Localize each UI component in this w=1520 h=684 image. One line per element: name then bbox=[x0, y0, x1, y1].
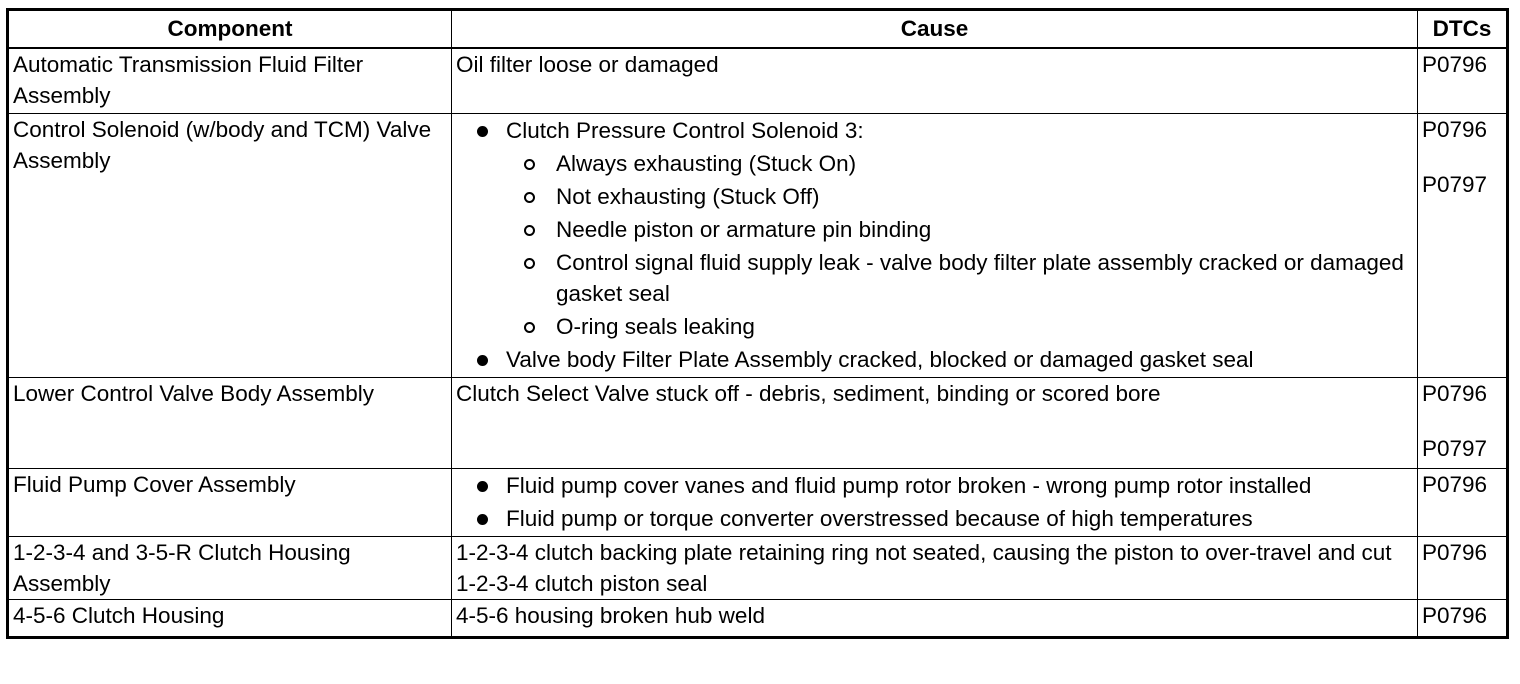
dtc-code: P0796 bbox=[1422, 540, 1488, 565]
table-row bbox=[8, 114, 1508, 378]
dtc-cell bbox=[1418, 378, 1508, 469]
header-dtcs: DTCs bbox=[1418, 10, 1508, 49]
sub-bullet-item: O-ring seals leaking bbox=[524, 311, 1413, 342]
sub-bullet-item: Always exhausting (Stuck On) bbox=[524, 148, 1413, 179]
sub-bullet-item: Control signal fluid supply leak - valve body filter plate assembly cracked or damaged gasket seal bbox=[524, 247, 1413, 309]
sub-bullet-list bbox=[506, 148, 1413, 342]
bullet-item: Fluid pump or torque converter overstressed because of high temperatures bbox=[474, 503, 1413, 534]
bullet-item: Fluid pump cover vanes and fluid pump rotor broken - wrong pump rotor installed bbox=[474, 470, 1413, 501]
dtc-code: P0796 bbox=[1422, 117, 1488, 142]
dtc-code: P0797 bbox=[1422, 172, 1488, 197]
bullet-item: Valve body Filter Plate Assembly cracked, blocked or damaged gasket seal bbox=[474, 344, 1413, 375]
header-cause: Cause bbox=[452, 10, 1418, 49]
table-row bbox=[8, 600, 1508, 638]
dtc-cell bbox=[1418, 114, 1508, 378]
component-cell: Control Solenoid (w/body and TCM) Valve Assembly bbox=[8, 114, 452, 378]
bullet-text: Clutch Pressure Control Solenoid 3: bbox=[506, 118, 864, 143]
sub-bullet-item: Not exhausting (Stuck Off) bbox=[524, 181, 1413, 212]
cause-cell bbox=[452, 114, 1418, 378]
bullet-item bbox=[474, 115, 1413, 342]
table-row bbox=[8, 537, 1508, 600]
table-row bbox=[8, 469, 1508, 537]
sub-bullet-item: Needle piston or armature pin binding bbox=[524, 214, 1413, 245]
component-cell: Automatic Transmission Fluid Filter Assembly bbox=[8, 48, 452, 114]
cause-bullet-list bbox=[456, 470, 1413, 534]
table-row bbox=[8, 378, 1508, 469]
component-cell: 1-2-3-4 and 3-5-R Clutch Housing Assembly bbox=[8, 537, 452, 600]
dtc-cell bbox=[1418, 537, 1508, 600]
dtc-code: P0796 bbox=[1422, 603, 1488, 628]
cause-cell: 4-5-6 housing broken hub weld bbox=[452, 600, 1418, 638]
diagnostic-table bbox=[6, 8, 1509, 639]
table-row bbox=[8, 48, 1508, 114]
dtc-cell bbox=[1418, 469, 1508, 537]
cause-cell: Clutch Select Valve stuck off - debris, sediment, binding or scored bore bbox=[452, 378, 1418, 469]
cause-bullet-list bbox=[456, 115, 1413, 375]
dtc-cell bbox=[1418, 600, 1508, 638]
component-cell: Fluid Pump Cover Assembly bbox=[8, 469, 452, 537]
cause-cell: 1-2-3-4 clutch backing plate retaining ring not seated, causing the piston to over-travel and cut 1-2-3-4 clutch piston seal bbox=[452, 537, 1418, 600]
dtc-cell bbox=[1418, 48, 1508, 114]
cause-cell bbox=[452, 469, 1418, 537]
dtc-code: P0796 bbox=[1422, 52, 1488, 77]
dtc-code: P0796 bbox=[1422, 472, 1488, 497]
dtc-code: P0796 bbox=[1422, 381, 1488, 406]
component-cell: 4-5-6 Clutch Housing bbox=[8, 600, 452, 638]
header-row bbox=[8, 10, 1508, 49]
header-component: Component bbox=[8, 10, 452, 49]
component-cell: Lower Control Valve Body Assembly bbox=[8, 378, 452, 469]
cause-cell: Oil filter loose or damaged bbox=[452, 48, 1418, 114]
dtc-code: P0797 bbox=[1422, 436, 1488, 461]
